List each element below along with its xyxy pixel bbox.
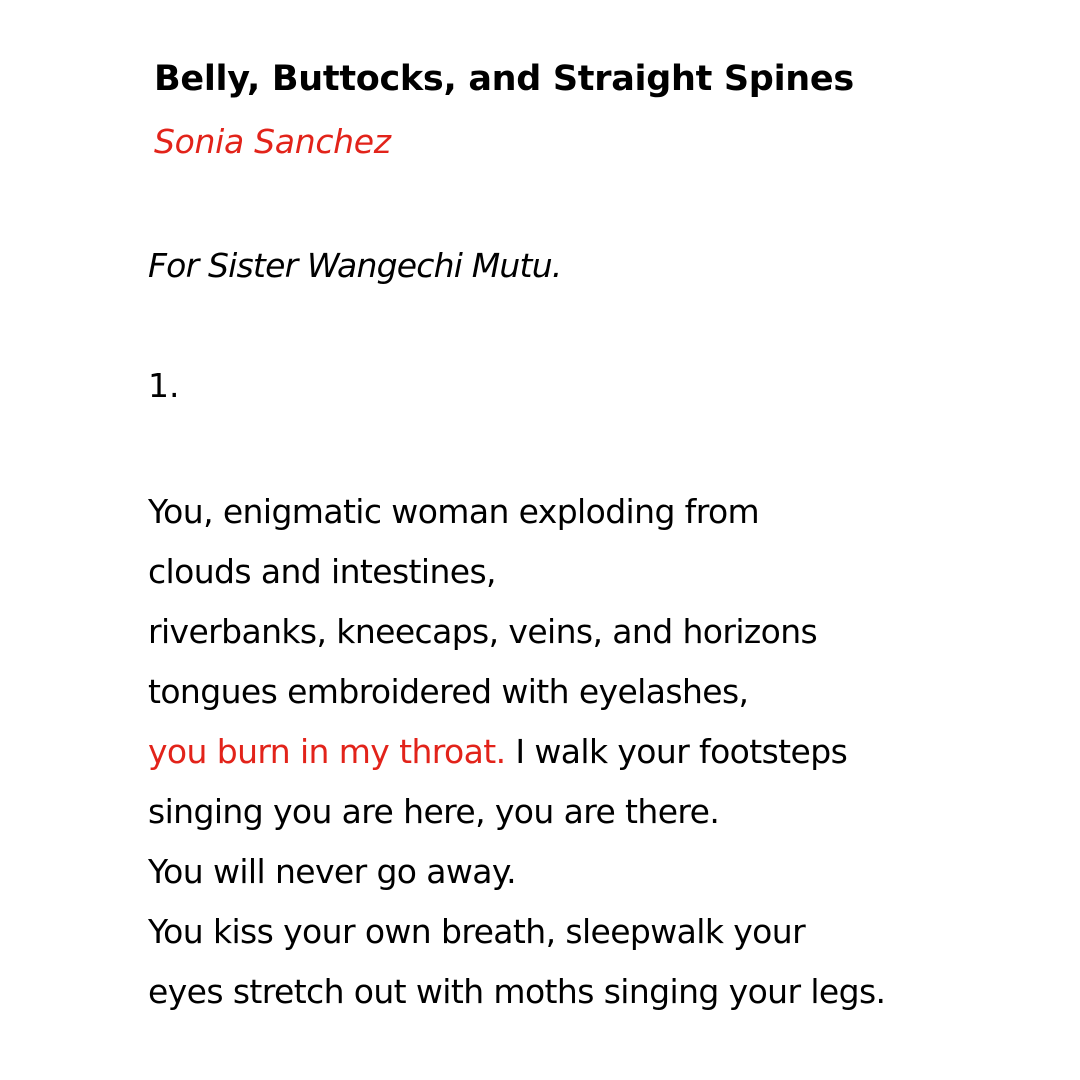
poem-line-highlighted xyxy=(148,722,885,782)
poem-author: Sonia Sanchez xyxy=(154,122,391,161)
poem-dedication: For Sister Wangechi Mutu. xyxy=(148,246,562,285)
poem-stanza xyxy=(148,482,885,1022)
poem-line: You kiss your own breath, sleepwalk your xyxy=(148,912,806,951)
poem-line: You, enigmatic woman exploding from xyxy=(148,492,760,531)
poem-line: eyes stretch out with moths singing your legs. xyxy=(148,972,886,1011)
poem-line: singing you are here, you are there. xyxy=(148,792,720,831)
poem-line: tongues embroidered with eyelashes, xyxy=(148,672,749,711)
poem-title: Belly, Buttocks, and Straight Spines xyxy=(154,59,854,99)
line-continuation: I walk your footsteps xyxy=(505,732,848,771)
poem-line: You will never go away. xyxy=(148,852,517,891)
poem-line: clouds and intestines, xyxy=(148,552,496,591)
poem-line: riverbanks, kneecaps, veins, and horizons xyxy=(148,612,818,651)
highlighted-phrase: you burn in my throat. xyxy=(148,732,506,771)
section-number: 1. xyxy=(148,366,180,405)
